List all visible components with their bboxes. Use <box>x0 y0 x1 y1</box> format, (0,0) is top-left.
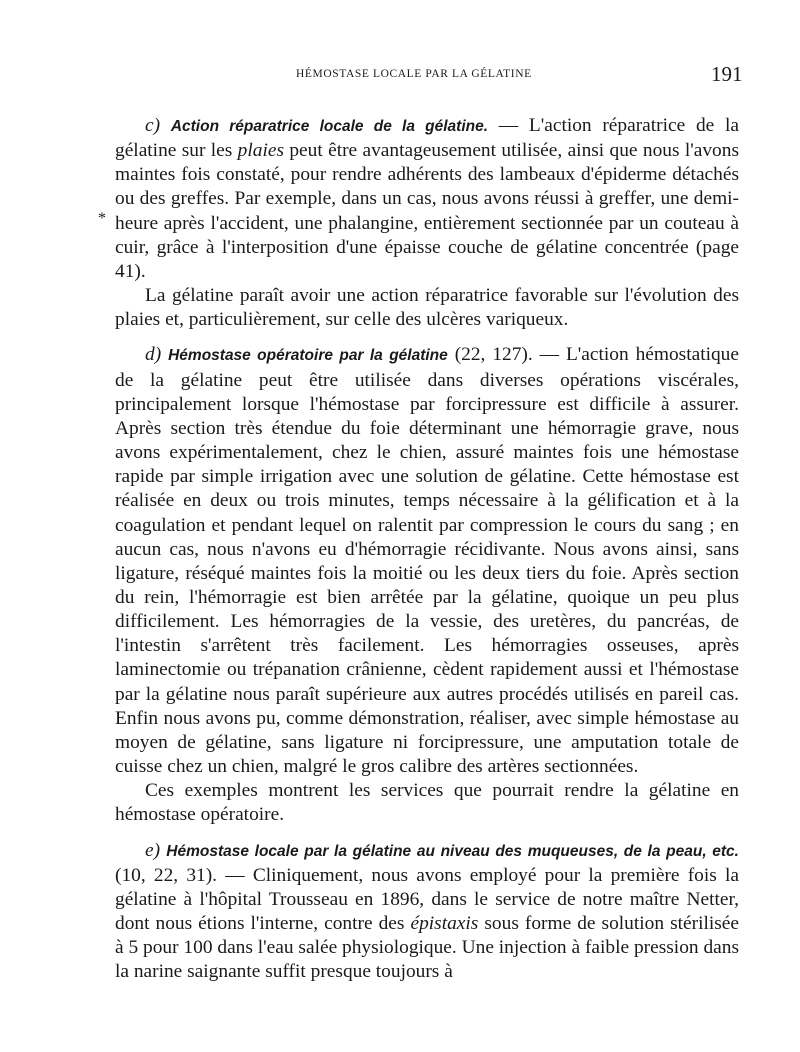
section-c-italic-plaies: plaies <box>237 140 284 162</box>
section-d-letter: d) <box>145 344 162 366</box>
section-gap <box>115 828 739 839</box>
section-e-italic-epistaxis: épistaxis <box>410 913 479 934</box>
section-gap <box>115 332 739 343</box>
section-d-heading: Hémostase opératoire par la gélatine <box>168 347 448 365</box>
section-e-text-b: sous forme de solution stérilisée à 5 pour 100 dans l'eau salée physiologique. Une injection à faible pression dans la narine saignante suffit presque toujours à <box>115 913 739 983</box>
running-head: HÉMOSTASE LOCALE PAR LA GÉLATINE <box>296 68 532 80</box>
section-c-letter: c) <box>145 115 161 136</box>
section-d-text: (22, 127). — L'action hémostatique de la gélatine peut être utilisée dans diverses opérations viscérales, principalement lorsque l'hémostase par forcipressure est difficile à assurer. Après section très étendue du foie déterminant une hémorragie grave, nous avons expérimentalement, chez le chien, assuré maintes fois une hémostase rapide par simple irrigation avec une solution de gélatine. Cette hémostase est réalisée en deux ou trois minutes, temps nécessaire à la gélification et à la coagulation et pendant lequel on ralentit par compression le cours du sang ; en aucun cas, nous n'avons eu d'hémorragie récidivante. Nous avons ainsi, sans ligature, réséqué maintes fois la moitié ou les deux tiers du foie. Après section du rein, l'hémorragie est bien arrêtée par la gélatine, quoique un peu plus difficilement. Les hémorragies de la vessie, des uretères, du pancréas, de l'intestin s'arrêtent très facilement. Les hémorragies osseuses, après laminectomie ou trépanation crânienne, cèdent rapidement aussi et l'hémostase par la gélatine nous paraît supérieure aux autres procédés utilisés en pareil cas. Enfin nous avons pu, comme démonstration, réaliser, avec simple hémostase au moyen de gélatine, sans ligature ni forcipressure, une amputation totale de cuisse chez un chien, malgré le gros calibre des artères sectionnées. <box>115 344 739 778</box>
section-e-paragraph-1 <box>115 839 739 985</box>
section-c-paragraph-2: La gélatine paraît avoir une action réparatrice favorable sur l'évolution des plaies et, particulièrement, sur celle des ulcères variqueux. <box>115 285 739 331</box>
section-d-paragraph-1 <box>115 343 739 779</box>
page-number: 191 <box>711 62 743 86</box>
section-c-paragraph-1 <box>115 114 739 284</box>
section-c-text-b: peut être avantageusement utilisée, ainsi que nous l'avons maintes fois constaté, pour rendre adhérents des lambeaux d'épiderme détachés ou des greffes. Par exemple, dans un cas, nous avons réussi à greffer, une demi-heure après l'accident, une phalangine, entièrement sectionnée par un couteau à cuir, grâce à l'interposition d'une épaisse couche de gélatine concentrée (page 41). <box>115 140 739 282</box>
section-c-heading: Action réparatrice locale de la gélatine. <box>170 118 489 135</box>
section-e-heading: Hémostase locale par la gélatine au niveau des muqueuses, de la peau, etc. <box>166 842 739 860</box>
page-header <box>0 62 800 92</box>
margin-mark: * <box>98 210 106 227</box>
section-e-text-a: (10, 22, 31). — Cliniquement, nous avons employé pour la première fois la gélatine à l'hôpital Trousseau en 1896, dans le service de notre maître Netter, dont nous étions l'interne, contre des <box>115 864 739 934</box>
section-e-letter: e) <box>145 839 161 861</box>
section-c-text-a: — L'action réparatrice de la gélatine sur les <box>115 115 739 162</box>
body-text <box>115 114 739 984</box>
section-d-paragraph-2: Ces exemples montrent les services que pourrait rendre la gélatine en hémostase opératoire. <box>115 780 739 826</box>
